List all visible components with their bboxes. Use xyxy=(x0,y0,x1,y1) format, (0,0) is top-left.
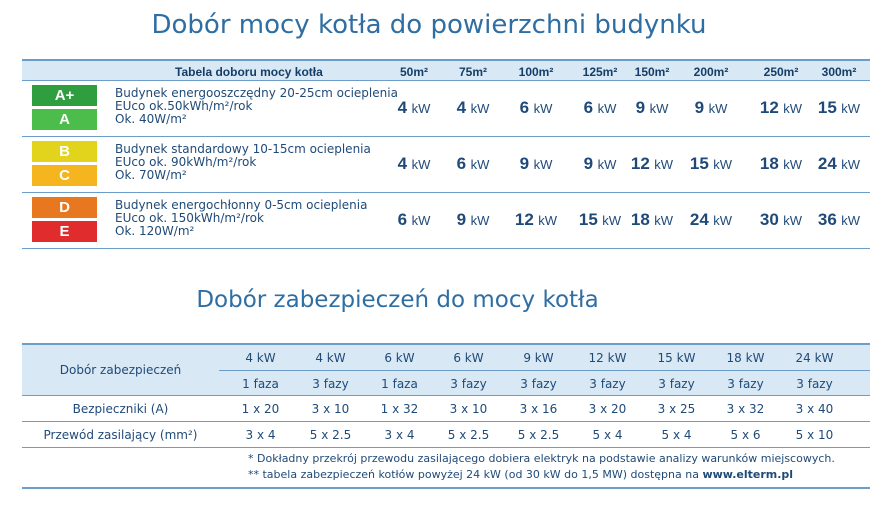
power-unit: kW xyxy=(654,157,674,172)
table-cell: 3 x 10 xyxy=(311,402,350,416)
power-unit: kW xyxy=(708,101,728,116)
power-unit: kW xyxy=(654,213,674,228)
table-cell: 3 x 32 xyxy=(726,402,765,416)
power-unit: kW xyxy=(533,157,553,172)
footnote-2 xyxy=(248,467,835,483)
description-line: Budynek standardowy 10-15cm ocieplenia xyxy=(115,142,371,156)
power-unit: kW xyxy=(597,101,617,116)
phase-header: 3 fazy xyxy=(658,377,695,391)
table-cell: 5 x 2.5 xyxy=(517,428,560,442)
power-unit: kW xyxy=(713,157,733,172)
building-description xyxy=(115,87,398,126)
power-cell xyxy=(622,98,682,118)
power-cell xyxy=(809,98,869,118)
power-header: 4 kW xyxy=(315,351,346,365)
power-cell xyxy=(681,154,741,174)
table-header xyxy=(22,343,870,396)
table-row xyxy=(22,81,870,137)
power-cell xyxy=(506,98,566,118)
table-row xyxy=(22,193,870,249)
power-unit: kW xyxy=(602,213,622,228)
power-cell xyxy=(443,154,503,174)
footnote-1: * Dokładny przekrój przewodu zasilającego dobiera elektryk na podstawie analizy warunków miejscowych. xyxy=(248,452,835,465)
power-value: 18 xyxy=(630,210,650,229)
power-unit: kW xyxy=(841,213,861,228)
power-value: 9 xyxy=(456,210,467,229)
power-unit: kW xyxy=(411,157,431,172)
energy-class-badge: E xyxy=(32,221,97,242)
area-header: 125m² xyxy=(582,65,618,79)
phase-header: 3 fazy xyxy=(796,377,833,391)
power-cell xyxy=(570,210,630,230)
header-divider xyxy=(219,370,870,371)
power-cell xyxy=(681,98,741,118)
footnotes xyxy=(248,451,835,483)
power-header: 4 kW xyxy=(245,351,276,365)
power-value: 30 xyxy=(759,210,779,229)
power-value: 4 xyxy=(456,98,467,117)
description-line: Budynek energooszczędny 20-25cm ocieplenia xyxy=(115,86,398,100)
boiler-power-table xyxy=(22,59,870,249)
description-line: EUco ok.50kWh/m²/rok xyxy=(115,99,253,113)
power-cell xyxy=(570,98,630,118)
energy-class-badge: A+ xyxy=(32,85,97,106)
energy-class-badge: A xyxy=(32,109,97,130)
power-value: 6 xyxy=(456,154,467,173)
phase-header: 3 fazy xyxy=(589,377,626,391)
area-header: 150m² xyxy=(634,65,670,79)
phase-header: 1 faza xyxy=(242,377,279,391)
table-header xyxy=(22,59,870,81)
area-header: 50m² xyxy=(399,65,428,79)
power-cell xyxy=(384,154,444,174)
table-row xyxy=(22,137,870,193)
bottom-divider xyxy=(22,487,870,489)
table-cell: 3 x 4 xyxy=(245,428,276,442)
power-cell xyxy=(506,210,566,230)
table-cell: 1 x 32 xyxy=(380,402,419,416)
table-cell: 5 x 4 xyxy=(661,428,692,442)
table-header-label: Tabela doboru mocy kotła xyxy=(175,65,323,79)
table-row xyxy=(22,422,870,448)
energy-class-badge: D xyxy=(32,197,97,218)
table-cell: 3 x 40 xyxy=(795,402,834,416)
power-cell xyxy=(809,154,869,174)
area-header: 100m² xyxy=(518,65,554,79)
footnote-2-text: ** tabela zabezpieczeń kotłów powyżej 24 kW (od 30 kW do 1,5 MW) dostępna na xyxy=(248,468,703,481)
area-header: 300m² xyxy=(821,65,857,79)
power-value: 18 xyxy=(759,154,779,173)
power-value: 9 xyxy=(519,154,530,173)
power-cell xyxy=(751,98,811,118)
table-cell: 3 x 20 xyxy=(588,402,627,416)
website-link[interactable]: www.elterm.pl xyxy=(702,468,794,481)
power-unit: kW xyxy=(841,157,861,172)
power-header: 24 kW xyxy=(795,351,834,365)
table-cell: 5 x 4 xyxy=(592,428,623,442)
power-header: 6 kW xyxy=(384,351,415,365)
table-cell: 5 x 6 xyxy=(730,428,761,442)
table-cell: 5 x 10 xyxy=(795,428,834,442)
power-unit: kW xyxy=(783,157,803,172)
protection-table xyxy=(22,343,870,448)
building-description xyxy=(115,143,371,182)
table-header-label: Dobór zabezpieczeń xyxy=(59,363,182,377)
power-cell xyxy=(622,210,682,230)
energy-class-badge: B xyxy=(32,141,97,162)
table-cell: 5 x 2.5 xyxy=(447,428,490,442)
power-cell xyxy=(384,98,444,118)
table-cell: 3 x 25 xyxy=(657,402,696,416)
phase-header: 3 fazy xyxy=(520,377,557,391)
power-header: 12 kW xyxy=(588,351,627,365)
power-unit: kW xyxy=(713,213,733,228)
power-cell xyxy=(751,210,811,230)
description-line: Budynek energochłonny 0-5cm ocieplenia xyxy=(115,198,368,212)
power-value: 4 xyxy=(397,154,408,173)
table-cell: 1 x 20 xyxy=(241,402,280,416)
description-line: Ok. 120W/m² xyxy=(115,224,195,238)
section-title: Dobór zabezpieczeń do mocy kotła xyxy=(196,287,599,313)
power-value: 24 xyxy=(689,210,709,229)
table-row xyxy=(22,396,870,422)
power-value: 15 xyxy=(817,98,837,117)
phase-header: 3 fazy xyxy=(450,377,487,391)
power-cell xyxy=(751,154,811,174)
power-unit: kW xyxy=(411,213,431,228)
power-value: 9 xyxy=(694,98,705,117)
power-header: 9 kW xyxy=(523,351,554,365)
power-unit: kW xyxy=(597,157,617,172)
power-unit: kW xyxy=(783,213,803,228)
table-cell: 5 x 2.5 xyxy=(309,428,352,442)
power-unit: kW xyxy=(470,157,490,172)
phase-header: 1 faza xyxy=(381,377,418,391)
power-cell xyxy=(809,210,869,230)
area-header: 200m² xyxy=(693,65,729,79)
power-value: 36 xyxy=(817,210,837,229)
phase-header: 3 fazy xyxy=(727,377,764,391)
power-cell xyxy=(384,210,444,230)
area-header: 75m² xyxy=(458,65,487,79)
power-unit: kW xyxy=(841,101,861,116)
power-cell xyxy=(443,98,503,118)
area-header: 250m² xyxy=(763,65,799,79)
power-cell xyxy=(443,210,503,230)
power-unit: kW xyxy=(783,101,803,116)
power-value: 6 xyxy=(397,210,408,229)
power-unit: kW xyxy=(533,101,553,116)
power-value: 6 xyxy=(519,98,530,117)
power-unit: kW xyxy=(649,101,669,116)
description-line: Ok. 40W/m² xyxy=(115,112,187,126)
power-value: 15 xyxy=(689,154,709,173)
power-header: 18 kW xyxy=(726,351,765,365)
table-cell: 3 x 10 xyxy=(449,402,488,416)
description-line: EUco ok. 90kWh/m²/rok xyxy=(115,155,257,169)
row-label: Przewód zasilający (mm²) xyxy=(43,428,198,442)
power-value: 12 xyxy=(759,98,779,117)
building-description xyxy=(115,199,367,238)
power-value: 4 xyxy=(397,98,408,117)
power-unit: kW xyxy=(470,213,490,228)
power-value: 12 xyxy=(630,154,650,173)
description-line: Ok. 70W/m² xyxy=(115,168,187,182)
power-value: 6 xyxy=(583,98,594,117)
power-header: 15 kW xyxy=(657,351,696,365)
description-line: EUco ok. 150kWh/m²/rok xyxy=(115,211,264,225)
power-cell xyxy=(506,154,566,174)
power-value: 15 xyxy=(578,210,598,229)
power-cell xyxy=(622,154,682,174)
power-unit: kW xyxy=(411,101,431,116)
row-label: Bezpieczniki (A) xyxy=(72,402,169,416)
power-unit: kW xyxy=(538,213,558,228)
power-value: 12 xyxy=(514,210,534,229)
power-value: 9 xyxy=(583,154,594,173)
power-cell xyxy=(681,210,741,230)
table-cell: 3 x 16 xyxy=(519,402,558,416)
page-title: Dobór mocy kotła do powierzchni budynku xyxy=(151,10,707,40)
table-cell: 3 x 4 xyxy=(384,428,415,442)
phase-header: 3 fazy xyxy=(312,377,349,391)
power-header: 6 kW xyxy=(453,351,484,365)
power-unit: kW xyxy=(470,101,490,116)
energy-class-badge: C xyxy=(32,165,97,186)
power-value: 24 xyxy=(817,154,837,173)
power-value: 9 xyxy=(635,98,646,117)
power-cell xyxy=(570,154,630,174)
